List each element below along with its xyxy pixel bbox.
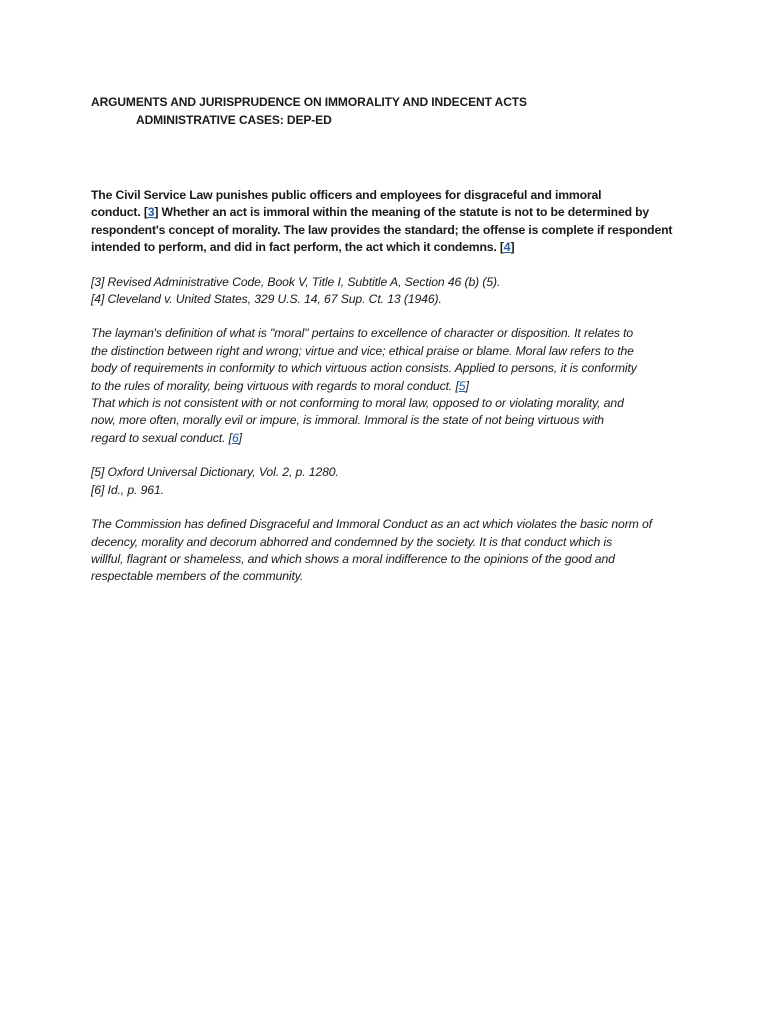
footnote-6: [6] Id., p. 961. bbox=[91, 482, 164, 497]
text-segment: to the rules of morality, being virtuous with regards to moral conduct. [ bbox=[91, 378, 459, 393]
paragraph-moral-definition bbox=[91, 325, 691, 447]
footnote-5: [5] Oxford Universal Dictionary, Vol. 2, p. 1280. bbox=[91, 465, 339, 480]
text-line bbox=[91, 378, 691, 395]
text-line: willful, flagrant or shameless, and which shows a moral indifference to the opinions of the good and bbox=[91, 551, 615, 566]
footnote-link-5[interactable]: 5 bbox=[458, 378, 466, 393]
text-line: The Commission has defined Disgraceful and Immoral Conduct as an act which violates the basic norm of bbox=[91, 517, 652, 532]
text-segment: intended to perform, and did in fact perform, the act which it condemns. [ bbox=[91, 240, 504, 255]
spacer bbox=[91, 499, 691, 516]
text-segment: ] bbox=[465, 378, 469, 393]
text-segment: ] bbox=[510, 240, 515, 255]
text-line: The Civil Service Law punishes public officers and employees for disgraceful and immoral bbox=[91, 188, 602, 202]
paragraph-civil-service-law bbox=[91, 187, 691, 257]
spacer bbox=[91, 447, 691, 464]
footnotes-group-1 bbox=[91, 274, 691, 309]
text-line: now, more often, morally evil or impure, is immoral. Immoral is the state of not being virtuous with bbox=[91, 413, 604, 428]
text-segment: ] bbox=[238, 430, 242, 445]
text-line bbox=[91, 239, 691, 256]
spacer bbox=[91, 308, 691, 325]
text-line bbox=[91, 430, 691, 447]
document-subtitle: ADMINISTRATIVE CASES: DEP-ED bbox=[136, 113, 332, 127]
text-line: respondent's concept of morality. The law provides the standard; the offense is complete if respondent bbox=[91, 222, 673, 237]
document-body bbox=[91, 93, 691, 586]
text-line: the distinction between right and wrong; virtue and vice; ethical praise or blame. Moral law refers to the bbox=[91, 343, 634, 358]
paragraph-commission-definition bbox=[91, 516, 691, 586]
spacer bbox=[91, 257, 691, 274]
text-line bbox=[91, 204, 691, 221]
footnote-4: [4] Cleveland v. United States, 329 U.S. 14, 67 Sup. Ct. 13 (1946). bbox=[91, 292, 442, 307]
footnote-link-3[interactable]: 3 bbox=[147, 205, 155, 220]
text-line: decency, morality and decorum abhorred and condemned by the society. It is that conduct which is bbox=[91, 534, 613, 549]
document-title: ARGUMENTS AND JURISPRUDENCE ON IMMORALITY AND INDECENT ACTS bbox=[91, 95, 527, 109]
text-segment: conduct. [ bbox=[91, 205, 148, 220]
spacer bbox=[91, 129, 691, 187]
footnotes-group-2 bbox=[91, 464, 691, 499]
text-line: That which is not consistent with or not conforming to moral law, opposed to or violating morality, and bbox=[91, 396, 624, 411]
text-line: body of requirements in conformity to which virtuous action consists. Applied to persons, it is conformity bbox=[91, 361, 637, 376]
text-segment: regard to sexual conduct. [ bbox=[91, 430, 232, 445]
footnote-3: [3] Revised Administrative Code, Book V, Title I, Subtitle A, Section 46 (b) (5). bbox=[91, 274, 501, 289]
footnote-link-4[interactable]: 4 bbox=[503, 240, 511, 255]
text-segment: ] Whether an act is immoral within the meaning of the statute is not to be determined by bbox=[154, 205, 650, 220]
footnote-link-6[interactable]: 6 bbox=[231, 430, 239, 445]
text-line: respectable members of the community. bbox=[91, 569, 304, 584]
text-line: The layman's definition of what is "moral" pertains to excellence of character or disposition. It relates to bbox=[91, 326, 634, 341]
